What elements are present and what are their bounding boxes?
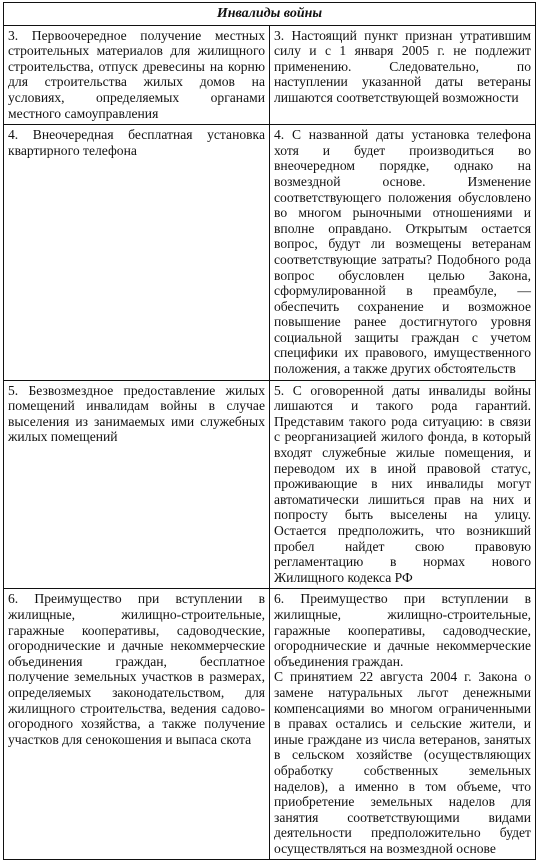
table-row xyxy=(4,125,536,381)
commentary-text: 4. С названной даты установка телефона хотя и будет производиться во внеочередном порядке, однако на возмездной основе. Изменение соответствующего положения обусловлено во многом рыночными отношениями и вполне оправдано. Открытым остается вопрос, будут ли возмещены ветеранам соответствующие затраты? Подобного рода вопрос обусловлен целью Закона, сформулированной в преамбуле, — обеспечить сохранение и возможное повышение ранее достигнутого уровня социальной защиты граждан с учетом специфики их правового, имущественного положения, а также других обстоятельств xyxy=(274,127,531,377)
table-row xyxy=(4,25,536,125)
commentary-cell xyxy=(270,589,536,860)
benefit-text: 5. Безвозмездное предоставление жилых помещений инвалидам войны в случае выселения из занимаемых ими служебных жилых помещений xyxy=(8,382,265,445)
commentary-text: 6. Преимущество при вступлении в жилищные, жилищно-строительные, гаражные кооперативы, садоводческие, огороднические и дачные некоммерческие объединения граждан. xyxy=(274,591,531,669)
benefit-text: 4. Внеочередная бесплатная установка квартирного телефона xyxy=(8,127,265,158)
benefit-cell xyxy=(4,380,270,589)
commentary-cell xyxy=(270,125,536,381)
commentary-cell xyxy=(270,380,536,589)
benefit-text: 6. Преимущество при вступлении в жилищные, жилищно-строительные, гаражные кооперативы, садоводческие, огороднические и дачные некоммерческие объединения граждан, бесплатное получение земельных участков в размерах, определяемых законодательством, для жилищного строительства, ведения садово-огородного хозяйства, а также получение участков для сенокошения и выпаса скота xyxy=(8,591,265,747)
table-header-row xyxy=(4,3,536,26)
benefit-cell xyxy=(4,25,270,125)
benefit-text: 3. Первоочередное получение местных строительных материалов для жилищного строительства, отпуск древесины на корню для строительства жилых домов на условиях, определяемых органами местного самоуправления xyxy=(8,27,265,121)
commentary-text: 3. Настоящий пункт признан утратившим силу и с 1 января 2005 г. не подлежит применению. Следовательно, по наступлении указанной даты ветераны лишаются соответствующей возможности xyxy=(274,27,531,105)
commentary-cell xyxy=(270,25,536,125)
benefit-cell xyxy=(4,589,270,860)
commentary-text: С принятием 22 августа 2004 г. Закона о замене натуральных льгот денежными компенсациями во многом ограниченными в правах остались и сельские жители, и иные граждане из числа ветеранов, занятых в сельском хозяйстве (осуществляющих обработку собственных земельных наделов), а именно в том объеме, что приобретение земельных наделов для занятия соответствующими видами деятельности предположительно будет осуществляться на возмездной основе xyxy=(274,669,531,856)
commentary-text: 5. С оговоренной даты инвалиды войны лишаются и такого рода гарантий. Представим такого рода ситуацию: в связи с реорганизацией жилого фонда, в который входят служебные жилые помещения, и переводом их в иной правовой статус, проживающие в них инвалиды могут автоматически лишиться прав на них и попросту быть выселены на улицу. Остается предположить, что возникший пробел найдет свою правовую регламентацию в нормах нового Жилищного кодекса РФ xyxy=(274,382,531,585)
table-row xyxy=(4,380,536,589)
benefits-table xyxy=(3,2,536,860)
benefit-cell xyxy=(4,125,270,381)
table-title: Инвалиды войны xyxy=(4,3,536,26)
table-row xyxy=(4,589,536,860)
